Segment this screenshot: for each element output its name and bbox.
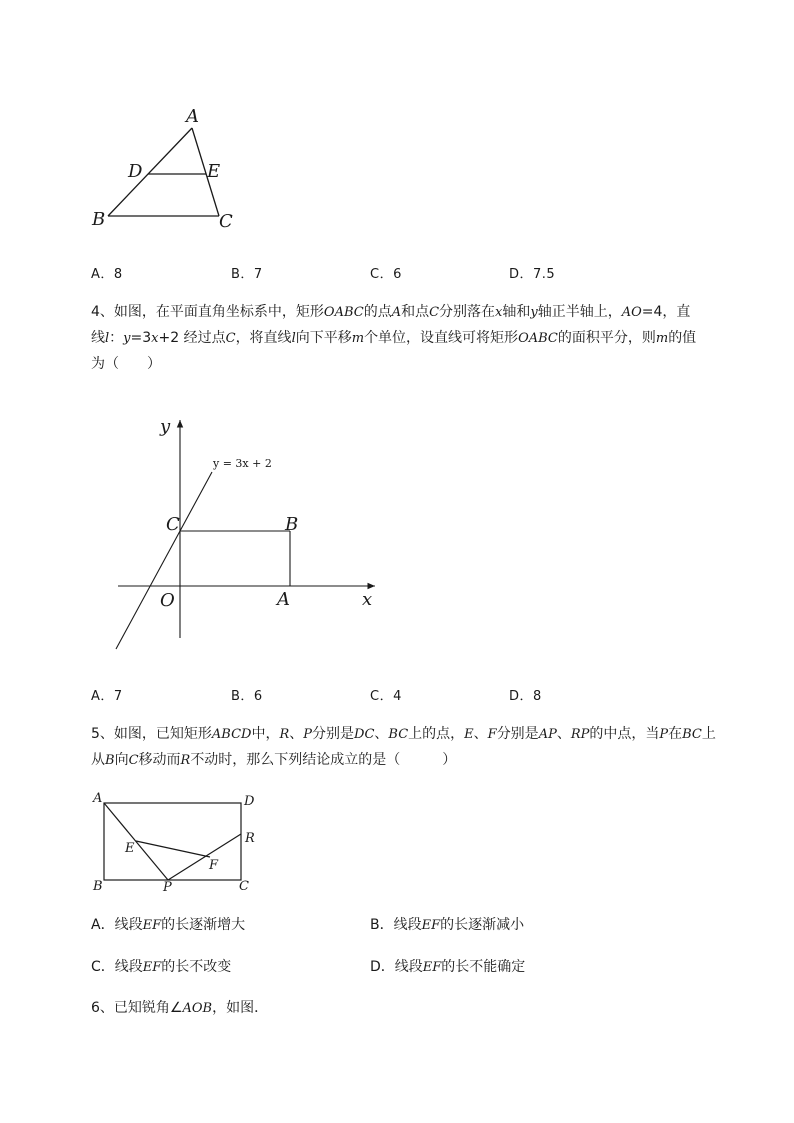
q5-option-d: D．线段EF的长不能确定 <box>370 959 526 975</box>
label-b-point: B <box>285 514 299 535</box>
label-y-axis: y <box>160 416 171 437</box>
label-c-point: C <box>166 514 180 535</box>
label-x-axis: x <box>362 589 373 610</box>
label-e-rect: E <box>125 841 135 856</box>
q6-line-1: 6、已知锐角∠AOB，如图． <box>91 1000 269 1016</box>
q3-option-b: B．7 <box>231 267 263 282</box>
label-d-rect: D <box>244 794 255 809</box>
q5-line-2: 从B向C移动而R不动时，那么下列结论成立的是（ ） <box>91 752 457 768</box>
label-a-point: A <box>277 589 290 610</box>
q5-option-b: B．线段EF的长逐渐减小 <box>370 917 525 933</box>
q5-line-1: 5、如图，已知矩形ABCD中，R、P分别是DC、BC上的点，E、F分别是AP、RP的中点，当P在BC上 <box>91 726 716 742</box>
label-a: A <box>186 106 199 127</box>
q4-line-3: 为（ ） <box>91 356 161 372</box>
q4-line-1: 4、如图，在平面直角坐标系中，矩形OABC的点A和点C分别落在x轴和y轴正半轴上，AO=4，直 <box>91 304 691 320</box>
q4-option-c: C．4 <box>370 689 402 704</box>
q3-option-a: A．8 <box>91 267 123 282</box>
q4-option-b: B．6 <box>231 689 263 704</box>
q4-option-a: A．7 <box>91 689 123 704</box>
label-p-rect: P <box>163 880 172 895</box>
label-b: B <box>92 209 106 230</box>
label-o: O <box>160 590 175 611</box>
label-c-rect: C <box>239 879 249 894</box>
label-a-rect: A <box>93 791 103 806</box>
q4-line-2: 线l：y=3x+2 经过点C，将直线l向下平移m个单位，设直线可将矩形OABC的面积平分，则m的值 <box>91 330 697 346</box>
label-e: E <box>207 161 221 182</box>
label-r-rect: R <box>245 831 255 846</box>
label-b-rect: B <box>93 879 103 894</box>
label-f-rect: F <box>209 858 219 873</box>
q5-option-a: A．线段EF的长逐渐增大 <box>91 917 246 933</box>
q4-option-d: D．8 <box>509 689 542 704</box>
label-d: D <box>128 161 143 182</box>
label-c: C <box>219 211 233 232</box>
line-equation: y = 3x + 2 <box>213 457 272 470</box>
segment-pr <box>168 834 241 880</box>
q5-option-c: C．线段EF的长不改变 <box>91 959 232 975</box>
q3-option-d: D．7.5 <box>509 267 556 282</box>
q3-option-c: C．6 <box>370 267 402 282</box>
